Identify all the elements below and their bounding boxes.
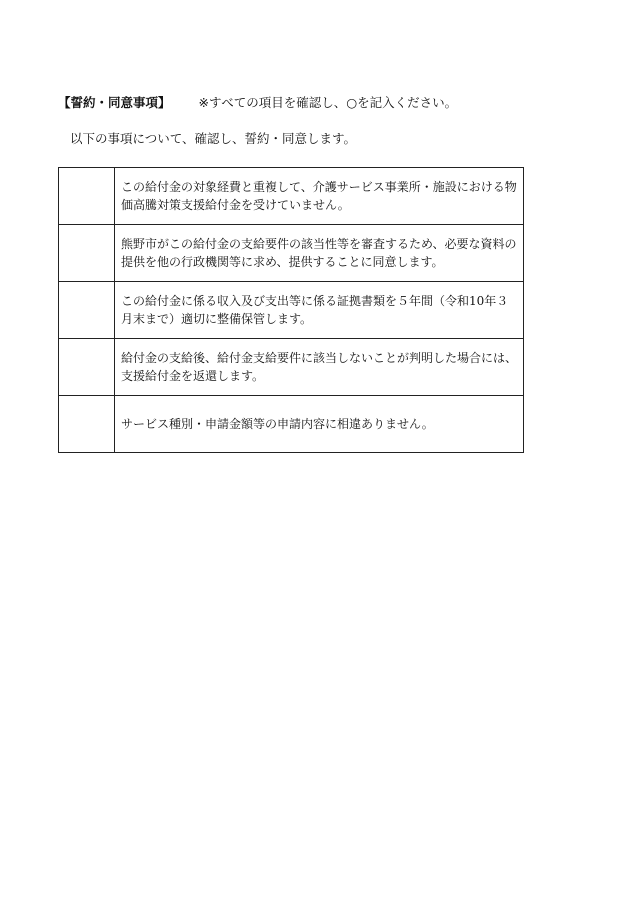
consent-item-text: 給付金の支給後、給付金支給要件に該当しないことが判明した場合には、支援給付金を返還します。 — [115, 339, 524, 396]
section-title: 【誓約・同意事項】 — [58, 95, 171, 110]
consent-item-text: 熊野市がこの給付金の支給要件の該当性等を審査するため、必要な資料の提供を他の行政機関等に求め、提供することに同意します。 — [115, 225, 524, 282]
consent-item-text: サービス種別・申請金額等の申請内容に相違ありません。 — [115, 396, 524, 453]
consent-table — [58, 167, 524, 453]
consent-item-text: この給付金に係る収入及び支出等に係る証拠書類を５年間（令和10年３月末まで）適切に整備保管します。 — [115, 282, 524, 339]
intro-statement: 以下の事項について、確認し、誓約・同意します。 — [70, 131, 357, 146]
check-mark-cell[interactable] — [59, 396, 115, 453]
consent-row — [59, 396, 524, 453]
consent-row — [59, 225, 524, 282]
check-mark-cell[interactable] — [59, 339, 115, 396]
consent-item-text: この給付金の対象経費と重複して、介護サービス事業所・施設における物価高騰対策支援給付金を受けていません。 — [115, 168, 524, 225]
check-mark-cell[interactable] — [59, 282, 115, 339]
section-heading — [58, 95, 457, 111]
section-instruction-note: ※すべての項目を確認し、○を記入ください。 — [198, 95, 458, 110]
check-mark-cell[interactable] — [59, 168, 115, 225]
consent-row — [59, 282, 524, 339]
consent-row — [59, 339, 524, 396]
consent-row — [59, 168, 524, 225]
check-mark-cell[interactable] — [59, 225, 115, 282]
